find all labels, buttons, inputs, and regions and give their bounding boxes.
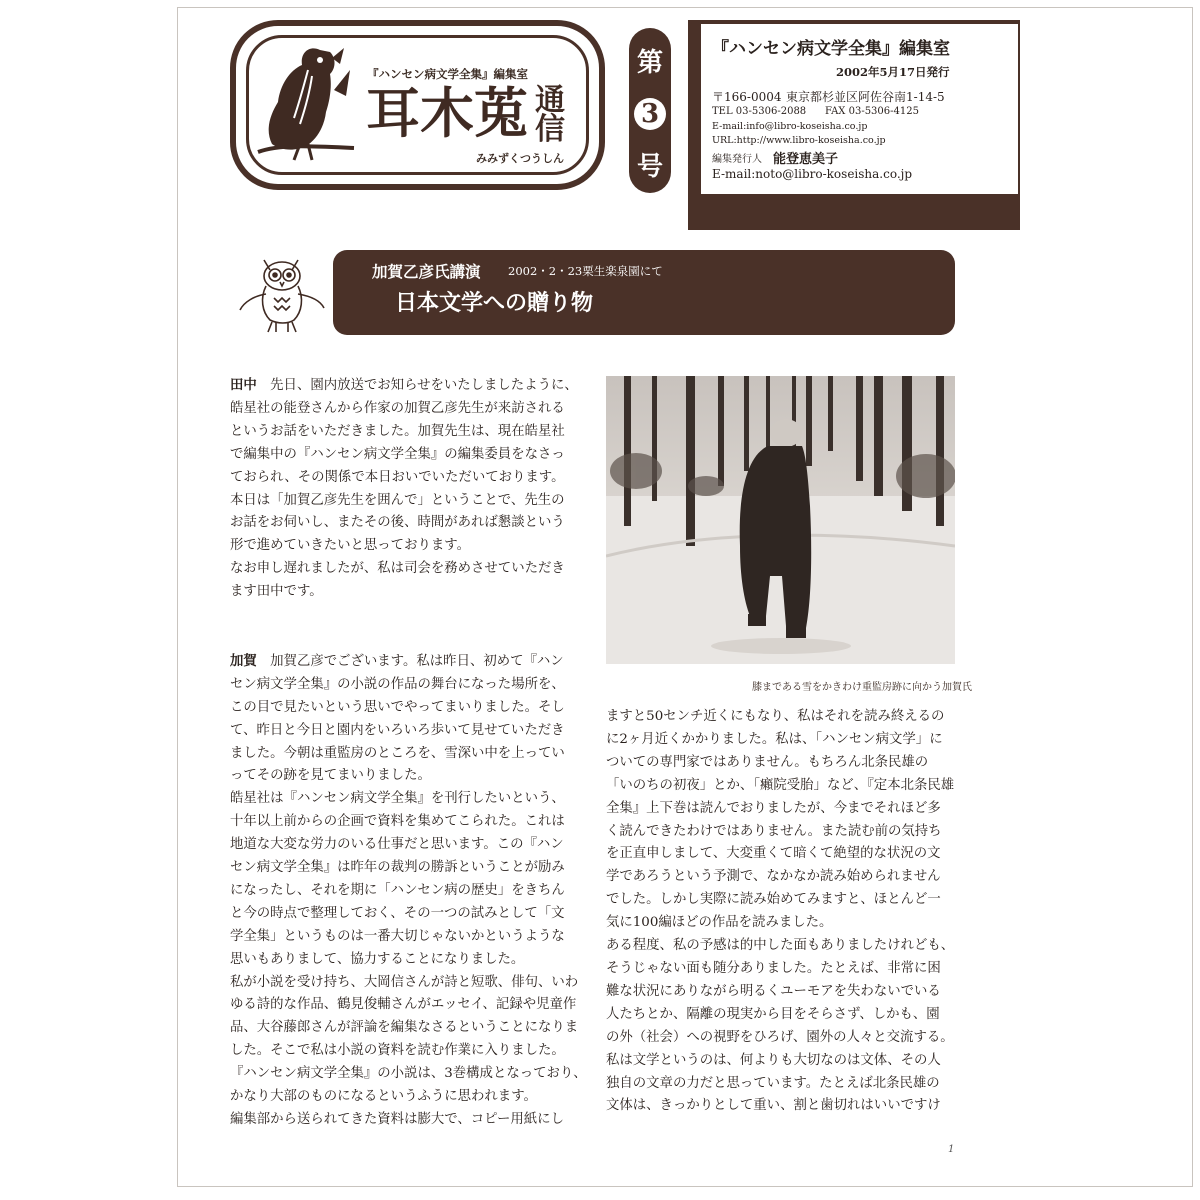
text-line xyxy=(230,581,590,604)
text-line xyxy=(606,1073,966,1096)
text-content: 「いのちの初夜」とか、「癩院受胎」など、『定本北条民雄 xyxy=(606,777,955,793)
snow-forest-photo xyxy=(606,376,955,664)
text-content: この目で見たいという思いでやってまいりました。そし xyxy=(230,699,565,715)
text-content: ておられ、その関係で本日おいでいただいております。 xyxy=(230,469,565,485)
text-line xyxy=(606,821,966,844)
text-content: に2ヶ月近くかかりました。私は、「ハンセン病文学」に xyxy=(606,731,943,747)
text-line xyxy=(230,994,590,1017)
text-content: 『ハンセン病文学全集』の小説は、3巻構成となっており、 xyxy=(230,1066,587,1082)
text-line xyxy=(606,912,966,935)
text-line xyxy=(230,512,590,535)
text-content: 私が小説を受け持ち、大岡信さんが詩と短歌、俳句、いわ xyxy=(230,974,579,990)
text-content: 十年以上前からの企画で資料を集めてこられた。これは xyxy=(230,814,565,830)
text-line xyxy=(606,1027,966,1050)
text-content: ました。今朝は重監房のところを、雪深い中を上ってい xyxy=(230,745,565,761)
text-line xyxy=(230,604,590,627)
masthead-title: 耳木莵 xyxy=(366,81,528,145)
text-line xyxy=(606,866,966,889)
text-content: 私は文学というのは、何よりも大切なのは文体、その人 xyxy=(606,1052,941,1068)
text-line xyxy=(230,444,590,467)
text-content: 難な状況にありながら明るくユーモアを失わないでいる xyxy=(606,983,941,999)
lecture-date-place: 2002・2・23栗生楽泉園にて xyxy=(508,264,663,278)
page-number: 1 xyxy=(948,1144,955,1155)
lecture-title: 日本文学への贈り物 xyxy=(395,290,594,316)
text-line xyxy=(230,765,590,788)
text-content: で編集中の『ハンセン病文学全集』の編集委員をなさっ xyxy=(230,446,565,462)
text-line xyxy=(230,972,590,995)
text-line xyxy=(230,1109,590,1132)
right-text-column xyxy=(606,706,966,1118)
text-line xyxy=(230,811,590,834)
text-content: く読んできたわけではありません。また読む前の気持ち xyxy=(606,823,942,839)
text-content: 気に100編ほどの作品を読みました。 xyxy=(606,915,833,931)
speaker-name: 加賀 xyxy=(230,652,257,669)
text-line xyxy=(230,398,590,421)
text-content: 本日は「加賀乙彦先生を囲んで」ということで、先生の xyxy=(230,492,565,508)
text-content: そうじゃない面も随分ありました。たとえば、非常に困 xyxy=(606,960,941,976)
issue-dai: 第 xyxy=(636,48,663,78)
text-line xyxy=(606,935,966,958)
text-content: ついての専門家ではありません。もちろん北条民雄の xyxy=(606,754,929,770)
text-line xyxy=(230,467,590,490)
text-line xyxy=(230,1086,590,1109)
text-content: 思いもありまして、協力することになりました。 xyxy=(230,951,525,967)
text-line xyxy=(230,949,590,972)
text-content: 品、大谷藤郎さんが評論を編集なさるということになりま xyxy=(230,1020,579,1036)
issue-go: 号 xyxy=(636,152,663,182)
masthead-title-tsushin: 通信 xyxy=(535,83,565,147)
issue-number-pill xyxy=(629,28,671,193)
text-line xyxy=(230,1040,590,1063)
tel-number: TEL 03-5306-2088 xyxy=(712,106,807,117)
text-content: 加賀乙彦でございます。私は昨日、初めて『ハン xyxy=(256,653,564,669)
text-content: 形で進めていきたいと思っております。 xyxy=(230,538,470,554)
fax-number: FAX 03-5306-4125 xyxy=(825,106,919,117)
lecture-speaker-title: 加賀乙彦氏講演 xyxy=(372,262,481,281)
text-line xyxy=(606,1050,966,1073)
text-line xyxy=(606,1004,966,1027)
text-content: 編集部から送られてきた資料は膨大で、コピー用紙にし xyxy=(230,1112,564,1127)
text-content: セン病文学全集』は昨年の裁判の勝訴ということが励み xyxy=(230,860,565,876)
email-noto-link[interactable]: E-mail:noto@libro-koseisha.co.jp xyxy=(712,167,913,181)
text-line xyxy=(230,1063,590,1086)
text-line xyxy=(230,903,590,926)
text-content: 文体は、きっかりとして重い、割と歯切れはいいですけ xyxy=(606,1098,941,1114)
email-info-link[interactable]: E-mail:info@libro-koseisha.co.jp xyxy=(712,121,868,132)
text-content: というお話をいただきました。加賀先生は、現在皓星社 xyxy=(230,423,565,439)
text-line xyxy=(230,788,590,811)
text-line xyxy=(606,958,966,981)
text-content: 全集』上下巻は読んでおりましたが、今までそれほど多 xyxy=(606,800,941,816)
text-line xyxy=(230,421,590,444)
website-url-link[interactable]: URL:http://www.libro-koseisha.co.jp xyxy=(712,135,886,146)
text-line xyxy=(606,1095,966,1118)
text-line xyxy=(606,752,966,775)
text-line xyxy=(230,627,590,650)
text-content: ある程度、私の予感は的中した面もありましたけれども、 xyxy=(606,938,955,954)
text-content: セン病文学全集』の小説の作品の舞台になった場所を、 xyxy=(230,676,565,692)
text-content: でした。しかし実際に読み始めてみますと、ほとんど一 xyxy=(606,892,941,908)
text-line xyxy=(606,729,966,752)
text-line xyxy=(606,798,966,821)
text-content: ます田中です。 xyxy=(230,584,323,600)
text-line xyxy=(230,374,590,398)
text-content: なお申し遅れましたが、私は司会を務めさせていただき xyxy=(230,561,565,577)
text-line xyxy=(230,834,590,857)
text-line xyxy=(230,490,590,513)
text-content: ってその跡を見てまいりました。 xyxy=(230,768,431,784)
text-content: の外（社会）への視野をひろげ、園外の人々と交流する。 xyxy=(606,1029,954,1045)
text-line xyxy=(230,535,590,558)
text-content: 皓星社の能登さんから作家の加賀乙彦先生が来訪される xyxy=(230,400,565,416)
text-line xyxy=(230,674,590,697)
text-content: 独自の文章の力だと思っています。たとえば北条民雄の xyxy=(606,1075,940,1091)
text-line xyxy=(230,650,590,674)
text-content: 学であろうという予測で、なかなか読み始められません xyxy=(606,869,941,885)
text-content: を正直申しまして、大変重くて暗くて絶望的な状況の文 xyxy=(606,846,941,862)
text-content: になったし、それを期に「ハンセン病の歴史」をきちん xyxy=(230,882,565,898)
text-line xyxy=(606,843,966,866)
editor-office-name: 『ハンセン病文学全集』編集室 xyxy=(712,39,950,59)
text-content: 人たちとか、隔離の現実から目をそらさず、しかも、園 xyxy=(606,1006,940,1022)
text-line xyxy=(230,720,590,743)
text-content: て、昨日と今日と園内をいろいろ歩いて見せていただき xyxy=(230,722,565,738)
issue-date: 2002年5月17日発行 xyxy=(836,65,950,79)
text-line xyxy=(230,558,590,581)
publisher-name: 能登恵美子 xyxy=(773,152,839,167)
text-content: と今の時点で整理しておく、その一つの試みとして「文 xyxy=(230,905,565,921)
text-content: ゆる詩的な作品、鶴見俊輔さんがエッセイ、記録や児童作 xyxy=(230,997,577,1013)
text-content: ますと50センチ近くにもなり、私はそれを読み終えるの xyxy=(606,709,945,724)
text-content: 先日、園内放送でお知らせをいたしましたように、 xyxy=(256,378,578,393)
text-line xyxy=(230,743,590,766)
text-line xyxy=(606,706,966,729)
left-text-column xyxy=(230,374,590,1132)
text-content: した。そこで私は小説の資料を読む作業に入りました。 xyxy=(230,1043,565,1059)
text-line xyxy=(606,981,966,1004)
text-line xyxy=(230,1017,590,1040)
text-content: かなり大部のものになるというふうに思われます。 xyxy=(230,1089,537,1105)
postal-code: 〒166-0004 xyxy=(712,90,782,104)
speaker-name: 田中 xyxy=(230,377,257,393)
text-line xyxy=(230,926,590,949)
text-content: お話をお伺いし、またその後、時間があれば懇談という xyxy=(230,515,565,531)
publisher-label: 編集発行人 xyxy=(712,154,762,165)
text-line xyxy=(230,857,590,880)
text-line xyxy=(606,775,966,798)
address: 東京都杉並区阿佐谷南1-14-5 xyxy=(786,90,945,104)
text-line xyxy=(230,880,590,903)
text-line xyxy=(606,889,966,912)
photo-caption: 膝まである雪をかきわけ重監房跡に向かう加賀氏 xyxy=(752,682,972,693)
text-content: 学全集」というものは一番大切じゃないかというような xyxy=(230,928,565,944)
owl-bird-logo-icon xyxy=(250,40,360,165)
text-content: 皓星社は『ハンセン病文学全集』を刊行したいという、 xyxy=(230,791,565,807)
issue-number: 3 xyxy=(634,98,666,130)
masthead-subtitle: 『ハンセン病文学全集』編集室 xyxy=(367,67,528,81)
text-line xyxy=(230,697,590,720)
masthead-kana: みみずくつうしん xyxy=(476,152,564,165)
owl-illustration-icon xyxy=(236,250,328,336)
text-content: 地道な大変な労力のいる仕事だと思います。この『ハン xyxy=(230,837,564,853)
